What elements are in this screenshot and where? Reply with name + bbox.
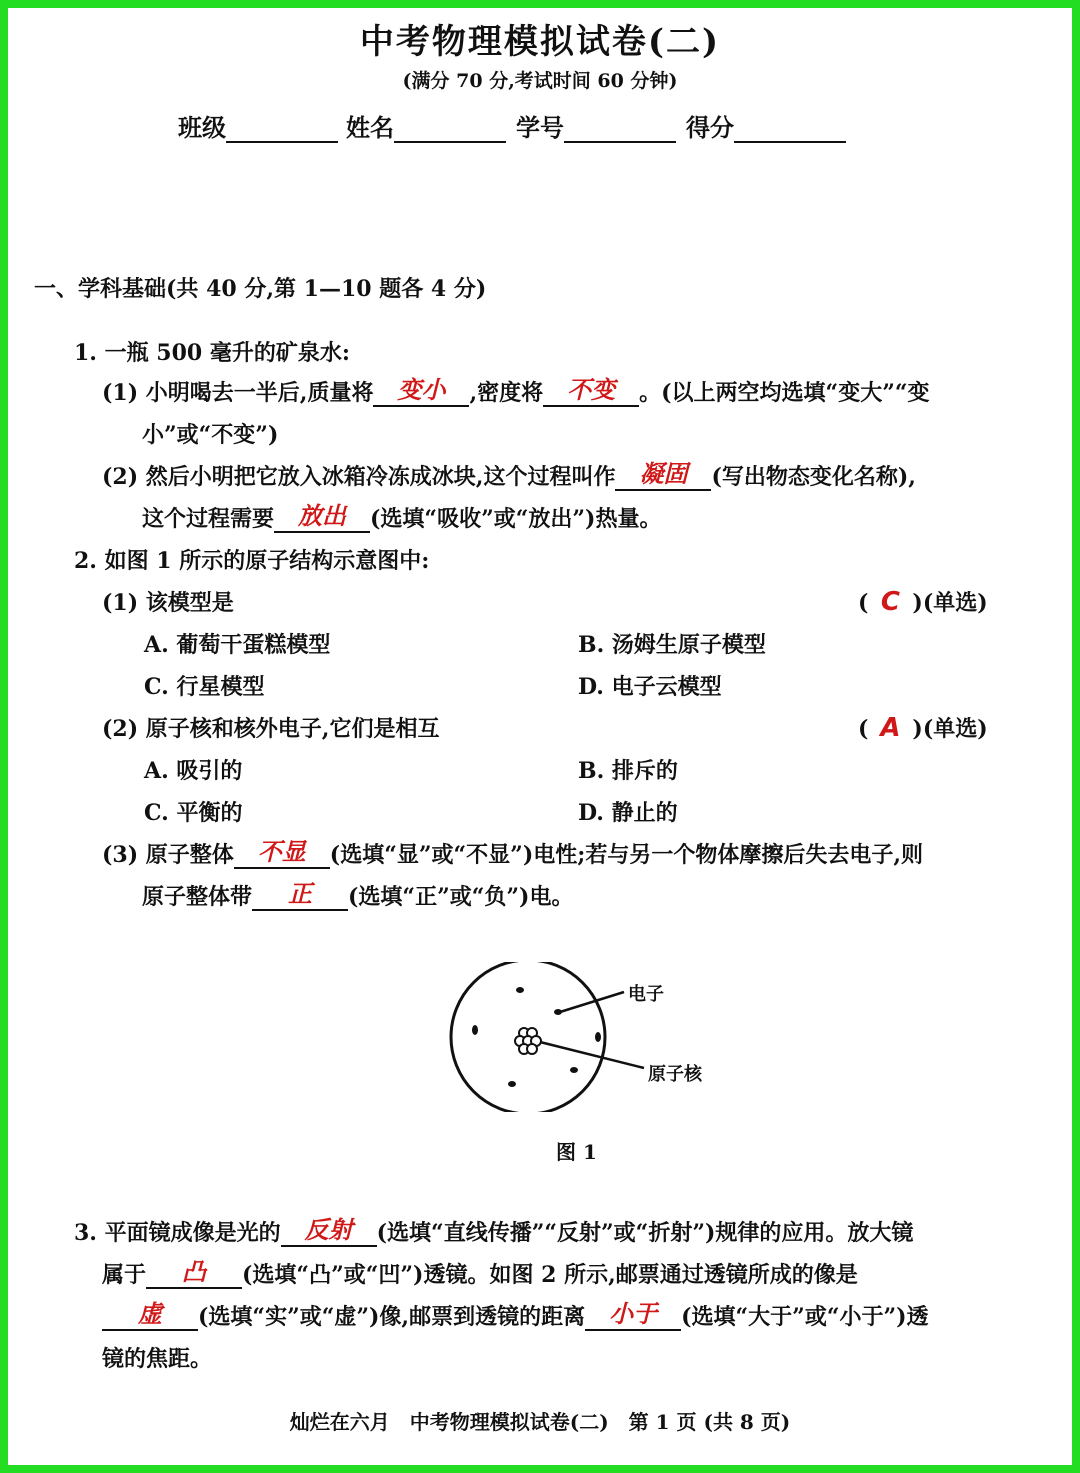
q3-answer-principle[interactable]: 反射 <box>281 1216 377 1247</box>
q2-sub1-option-b: B. 汤姆生原子模型 <box>578 632 766 658</box>
q2-sub2-option-a: A. 吸引的 <box>144 758 243 784</box>
q3-answer-distance[interactable]: 小于 <box>585 1300 681 1331</box>
q2-sub1-option-a: A. 葡萄干蛋糕模型 <box>144 632 331 658</box>
q2-sub2-answer: A <box>880 713 901 743</box>
q2-sub2-choice[interactable]: ( A )(单选) <box>858 713 988 743</box>
nucleus-pointer <box>540 1042 644 1068</box>
q2-sub2-option-b: B. 排斥的 <box>578 758 678 784</box>
atom-diagram <box>440 962 720 1112</box>
field-score-label: 得分 <box>686 113 734 142</box>
exam-subtitle: (满分 70 分,考试时间 60 分钟) <box>402 70 678 92</box>
q2-sub1-text: (1) 该模型是 <box>102 590 234 616</box>
q1-part1-line1: (1) 小明喝去一半后,质量将 变小 ,密度将 不变 。(以上两空均选填“变大”“变 <box>102 376 930 406</box>
field-name <box>346 108 506 143</box>
field-class-blank[interactable] <box>226 115 338 143</box>
q3-line2: 属于 凸 (选填“凸”或“凹”)透镜。如图 2 所示,邮票通过透镜所成的像是 <box>102 1258 858 1288</box>
q2-sub2-text: (2) 原子核和核外电子,它们是相互 <box>102 716 440 742</box>
figure-caption: 图 1 <box>556 1140 597 1164</box>
field-id <box>516 108 676 143</box>
field-score-blank[interactable] <box>734 115 846 143</box>
q2-sub3-line1: (3) 原子整体 不显 (选填“显”或“不显”)电性;若与另一个物体摩擦后失去电子,则 <box>102 838 924 868</box>
field-name-blank[interactable] <box>394 115 506 143</box>
q2-stem: 2. 如图 1 所示的原子结构示意图中: <box>74 548 430 574</box>
q2-sub3-line2: 原子整体带 正 (选填“正”或“负”)电。 <box>142 880 574 910</box>
q1-stem: 1. 一瓶 500 毫升的矿泉水: <box>74 340 350 366</box>
q2-sub2-option-d: D. 静止的 <box>578 800 678 826</box>
q3-answer-image-type[interactable]: 虚 <box>102 1300 198 1331</box>
electron <box>595 1032 601 1042</box>
q3-line4: 镜的焦距。 <box>102 1346 213 1372</box>
field-id-label: 学号 <box>516 113 564 142</box>
nucleus <box>515 1028 541 1054</box>
field-class <box>178 108 338 143</box>
q2-sub1-option-d: D. 电子云模型 <box>578 674 722 700</box>
page-title: 中考物理模拟试卷(二) <box>359 22 721 62</box>
q1-answer-mass[interactable]: 变小 <box>373 376 469 407</box>
label-nucleus: 原子核 <box>648 1064 702 1085</box>
field-class-label: 班级 <box>178 113 226 142</box>
page-footer: 灿烂在六月 中考物理模拟试卷(二) 第 1 页 (共 8 页) <box>289 1410 791 1434</box>
q3-line3: 虚 (选填“实”或“虚”)像,邮票到透镜的距离 小于 (选填“大于”或“小于”)透 <box>102 1300 929 1331</box>
q1-answer-heat[interactable]: 放出 <box>274 502 370 533</box>
electron <box>508 1081 516 1087</box>
field-name-label: 姓名 <box>346 113 394 142</box>
q3-line1: 3. 平面镜成像是光的 反射 (选填“直线传播”“反射”或“折射”)规律的应用。放大镜 <box>74 1216 914 1246</box>
q1-part1-line2: 小”或“不变”) <box>142 422 279 448</box>
electron <box>570 1067 578 1073</box>
q1-part2-line1: (2) 然后小明把它放入冰箱冷冻成冰块,这个过程叫作 凝固 (写出物态变化名称), <box>102 460 916 490</box>
q2-sub1-answer: C <box>880 587 900 617</box>
q1-part2-line2: 这个过程需要 放出 (选填“吸收”或“放出”)热量。 <box>142 502 662 532</box>
electron <box>516 987 524 993</box>
q2-sub2-option-c: C. 平衡的 <box>144 800 243 826</box>
q1-answer-density[interactable]: 不变 <box>543 376 639 407</box>
q2-sub1-option-c: C. 行星模型 <box>144 674 265 700</box>
q2-answer-sign[interactable]: 正 <box>252 880 348 911</box>
section-heading: 一、学科基础(共 40 分,第 1—10 题各 4 分) <box>34 276 487 302</box>
q1-answer-process[interactable]: 凝固 <box>615 460 711 491</box>
q3-answer-lens-type[interactable]: 凸 <box>146 1258 242 1289</box>
field-score <box>686 108 846 143</box>
q2-sub1-choice[interactable]: ( C )(单选) <box>858 587 988 617</box>
q2-answer-charge[interactable]: 不显 <box>234 838 330 869</box>
electron <box>472 1025 478 1035</box>
label-electron: 电子 <box>628 984 664 1005</box>
field-id-blank[interactable] <box>564 115 676 143</box>
